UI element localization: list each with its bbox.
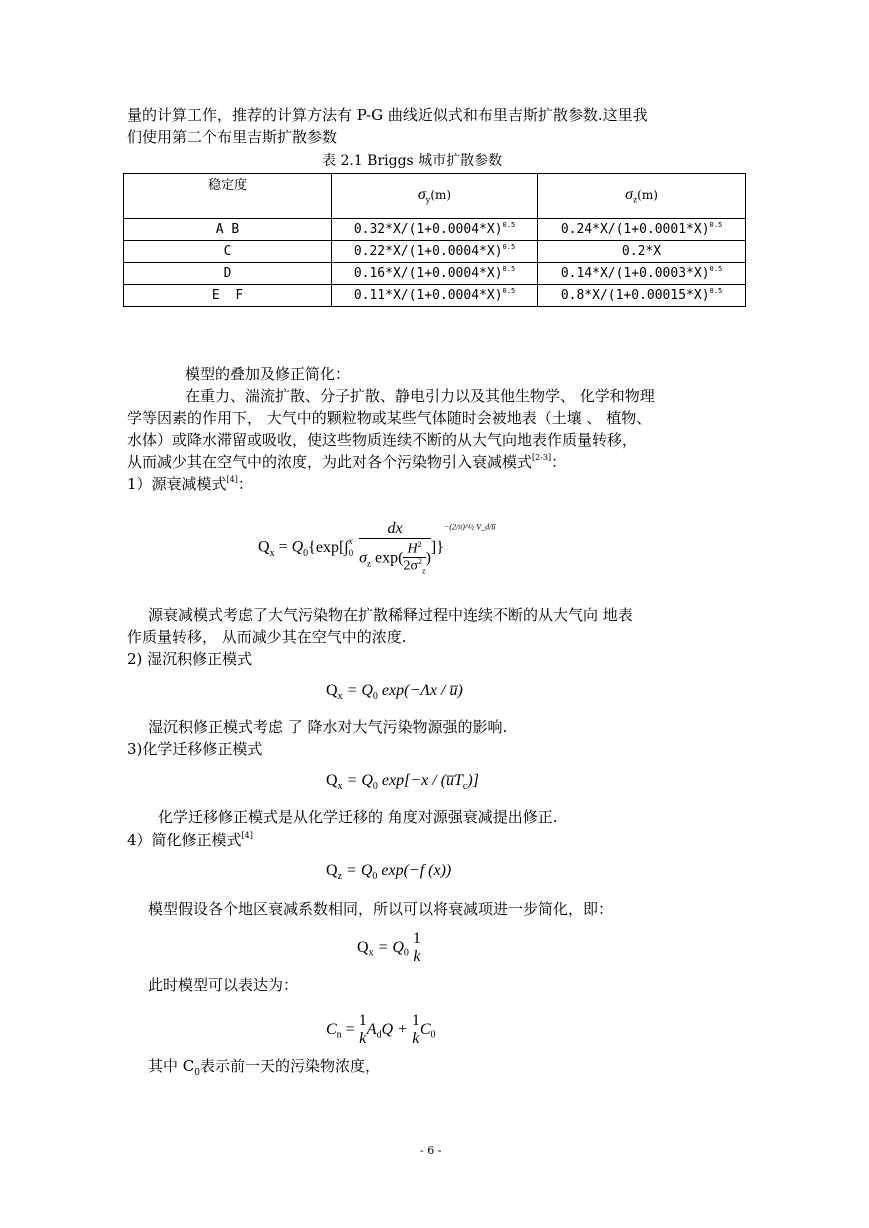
lower-limit: 0 xyxy=(348,547,354,558)
para7-text: 其中 C xyxy=(148,1057,195,1075)
table-cell xyxy=(538,241,746,263)
intro-line-1: 量的计算工作，推荐的计算方法有 P-G 曲线近似式和布里吉斯扩散参数.这里我 xyxy=(127,106,648,124)
sigma-subscript: y xyxy=(425,195,431,205)
page-number: - 6 - xyxy=(420,1144,442,1157)
formula-text: 0.2*X xyxy=(621,244,662,259)
item-1-heading xyxy=(127,473,253,495)
item-label: 1）源衰减模式 xyxy=(127,475,227,493)
exponent: 0.5 xyxy=(709,265,723,273)
formula-text: 0.16*X/(1+0.0004*X) xyxy=(353,266,503,281)
equation-model xyxy=(326,1012,436,1048)
subscript: 0 xyxy=(194,1068,200,1078)
exponent: −(2/π)^½ V_d/u̅ xyxy=(443,522,496,532)
table-row xyxy=(124,219,746,241)
eq-text: {exp[∫ xyxy=(308,538,349,556)
unit-label: (m) xyxy=(637,188,658,202)
denominator: k xyxy=(413,947,421,965)
eq-symbol: C xyxy=(326,1020,337,1038)
para1-line-1: 在重力、湍流扩散、分子扩散、静电引力以及其他生物学、 化学和物理 xyxy=(185,387,655,405)
inner-den-text: 2σ xyxy=(403,558,419,574)
denominator: k xyxy=(412,1029,420,1047)
table-caption: 表 2.1 Briggs 城市扩散参数 xyxy=(322,153,503,169)
table-row xyxy=(124,241,746,263)
exponent: 0.5 xyxy=(502,287,516,295)
inner-num-sup: 2 xyxy=(417,539,422,549)
eq-subscript: 0 xyxy=(372,781,378,793)
eq-subscript: c xyxy=(462,781,468,793)
numerator-text: dx xyxy=(387,520,403,537)
header-sigma-z xyxy=(538,174,746,219)
integral-limits xyxy=(349,536,354,559)
eq-text: Q + xyxy=(381,1020,412,1038)
para3: 湿沉积修正模式考虑 了 降水对大气污染物源强的影响. xyxy=(148,718,508,736)
table-row xyxy=(124,263,746,285)
item-2-heading: 2) 湿沉积修正模式 xyxy=(127,650,253,668)
table-cell xyxy=(538,219,746,241)
eq-text: = Q xyxy=(342,682,373,699)
eq-symbol: Q xyxy=(326,862,338,879)
eq-symbol: C xyxy=(419,1020,431,1038)
table-cell xyxy=(332,285,538,307)
eq-subscript: z xyxy=(337,871,343,883)
eq-symbol: Q xyxy=(326,772,338,789)
table-cell xyxy=(538,285,746,307)
upper-limit: x xyxy=(348,536,353,547)
para1-line-2: 学等因素的作用下， 大气中的颗粒物或某些气体随时会被地表（土壤 、 植物、 xyxy=(127,409,652,427)
eq-text: ]} xyxy=(430,538,444,556)
eq-subscript: 0 xyxy=(430,1029,436,1041)
eq-symbol: Q xyxy=(357,938,369,956)
section-title: 模型的叠加及修正简化： xyxy=(185,365,351,383)
colon: ： xyxy=(551,453,567,471)
eq-operator: = xyxy=(341,1020,359,1038)
inner-den-sub: z xyxy=(422,566,426,576)
exponent: 0.5 xyxy=(709,287,723,295)
equation-chemical-migration xyxy=(326,772,479,792)
table-cell: E F xyxy=(124,285,332,307)
eq-subscript: x xyxy=(337,691,343,703)
sigma-symbol: σ xyxy=(625,186,633,203)
eq-subscript: x xyxy=(269,547,275,559)
intro-line-2: 们使用第二个布里吉斯扩散参数 xyxy=(127,128,338,146)
formula-text: 0.22*X/(1+0.0004*X) xyxy=(353,244,503,259)
eq-subscript: 0 xyxy=(403,947,409,959)
formula-text: 0.11*X/(1+0.0004*X) xyxy=(353,288,503,303)
denominator xyxy=(359,538,431,576)
para1-line-3: 水体）或降水滞留或吸收，使这些物质连续不断的从大气向地表作质量转移， xyxy=(127,431,638,449)
para4: 化学迁移修正模式是从化学迁移的 角度对源强衰减提出修正. xyxy=(158,808,558,826)
briggs-parameter-table xyxy=(123,173,746,307)
inner-numerator xyxy=(403,541,425,557)
para6: 此时模型可以表达为： xyxy=(148,976,299,994)
den-symbol: σ xyxy=(359,548,368,566)
denominator: k xyxy=(359,1029,367,1047)
formula-text: 0.24*X/(1+0.0001*X) xyxy=(560,222,710,237)
eq-subscript: x xyxy=(368,947,374,959)
para1-line-4 xyxy=(127,451,566,473)
citation-ref: [2-3] xyxy=(532,453,552,462)
table-cell: C xyxy=(124,241,332,263)
fraction xyxy=(359,1012,367,1048)
eq-symbol: Q xyxy=(258,538,270,556)
para2-line-2: 作质量转移， 从而减少其在空气中的浓度. xyxy=(127,628,407,646)
equation-simplified xyxy=(326,862,451,882)
item-3-heading: 3)化学迁移修正模式 xyxy=(127,740,263,758)
formula-text: 0.32*X/(1+0.0004*X) xyxy=(353,222,503,237)
den-subscript: z xyxy=(367,558,372,569)
para7 xyxy=(148,1055,380,1084)
eq-subscript: d xyxy=(376,1029,382,1041)
exponent: 0.5 xyxy=(709,221,723,229)
table-cell xyxy=(332,241,538,263)
numerator xyxy=(359,520,431,538)
inner-num-symbol: H xyxy=(407,541,418,557)
main-fraction xyxy=(359,520,431,576)
fraction xyxy=(412,1012,420,1048)
eq-symbol: Q xyxy=(326,682,338,699)
header-stability-label: 稳定度 xyxy=(207,178,247,193)
inner-denominator xyxy=(403,557,425,576)
unit-label: (m) xyxy=(430,188,452,202)
eq-text: = Q xyxy=(342,772,373,789)
numerator: 1 xyxy=(412,930,421,947)
table-header-row xyxy=(124,174,746,219)
eq-text: exp(−f (x)) xyxy=(377,862,452,879)
table-cell: A B xyxy=(124,219,332,241)
eq-subscript: x xyxy=(337,781,343,793)
equation-source-decay xyxy=(258,520,495,576)
exponent: 0.5 xyxy=(502,221,516,229)
numerator: 1 xyxy=(411,1012,420,1029)
exponent: 0.5 xyxy=(502,243,516,251)
header-stability xyxy=(124,174,332,219)
eq-subscript: 0 xyxy=(372,691,378,703)
equation-decay-factor xyxy=(357,930,421,966)
equation-wet-deposition xyxy=(326,682,463,702)
formula-text: 0.8*X/(1+0.00015*X) xyxy=(560,288,710,303)
den-text: exp( xyxy=(371,548,404,566)
table-row xyxy=(124,285,746,307)
formula-text: 0.14*X/(1+0.0003*X) xyxy=(560,266,710,281)
citation-ref: [4] xyxy=(226,475,238,484)
eq-text: = Q xyxy=(342,862,373,879)
inner-fraction xyxy=(403,541,425,576)
table-cell xyxy=(332,219,538,241)
para2-line-1: 源衰减模式考虑了大气污染物在扩散稀释过程中连续不断的从大气向 地表 xyxy=(148,606,633,624)
eq-subscript: n xyxy=(336,1029,342,1041)
eq-text: )] xyxy=(467,772,479,789)
inner-den-sup: 2 xyxy=(418,556,423,566)
sigma-subscript: z xyxy=(632,195,638,205)
para7-text: 表示前一天的污染物浓度， xyxy=(199,1057,380,1075)
eq-subscript: 0 xyxy=(372,871,378,883)
exponent: 0.5 xyxy=(502,265,516,273)
eq-text: exp[−x / (u̅T xyxy=(377,772,463,789)
table-cell: D xyxy=(124,263,332,285)
table-cell xyxy=(332,263,538,285)
para5: 模型假设各个地区衰减系数相同，所以可以将衰减项进一步简化，即： xyxy=(148,900,614,918)
eq-symbol: A xyxy=(366,1020,377,1038)
table-cell xyxy=(538,263,746,285)
header-sigma-y xyxy=(332,174,538,219)
citation-ref: [4] xyxy=(241,831,253,840)
colon: ： xyxy=(237,475,253,493)
item-label: 4）简化修正模式 xyxy=(127,831,242,849)
eq-text: = Q xyxy=(373,938,404,956)
para1-text: 从而减少其在空气中的浓度，为此对各个污染物引入衰减模式 xyxy=(127,453,533,471)
eq-text: exp(−Λx / u̅) xyxy=(377,682,463,699)
eq-symbol: Q xyxy=(291,538,304,556)
item-4-heading xyxy=(127,829,253,851)
eq-operator: = xyxy=(274,538,292,556)
den-close: ) xyxy=(425,548,431,566)
fraction xyxy=(413,930,421,966)
numerator: 1 xyxy=(358,1012,367,1029)
eq-subscript: 0 xyxy=(303,547,309,559)
sigma-symbol: σ xyxy=(417,186,426,203)
